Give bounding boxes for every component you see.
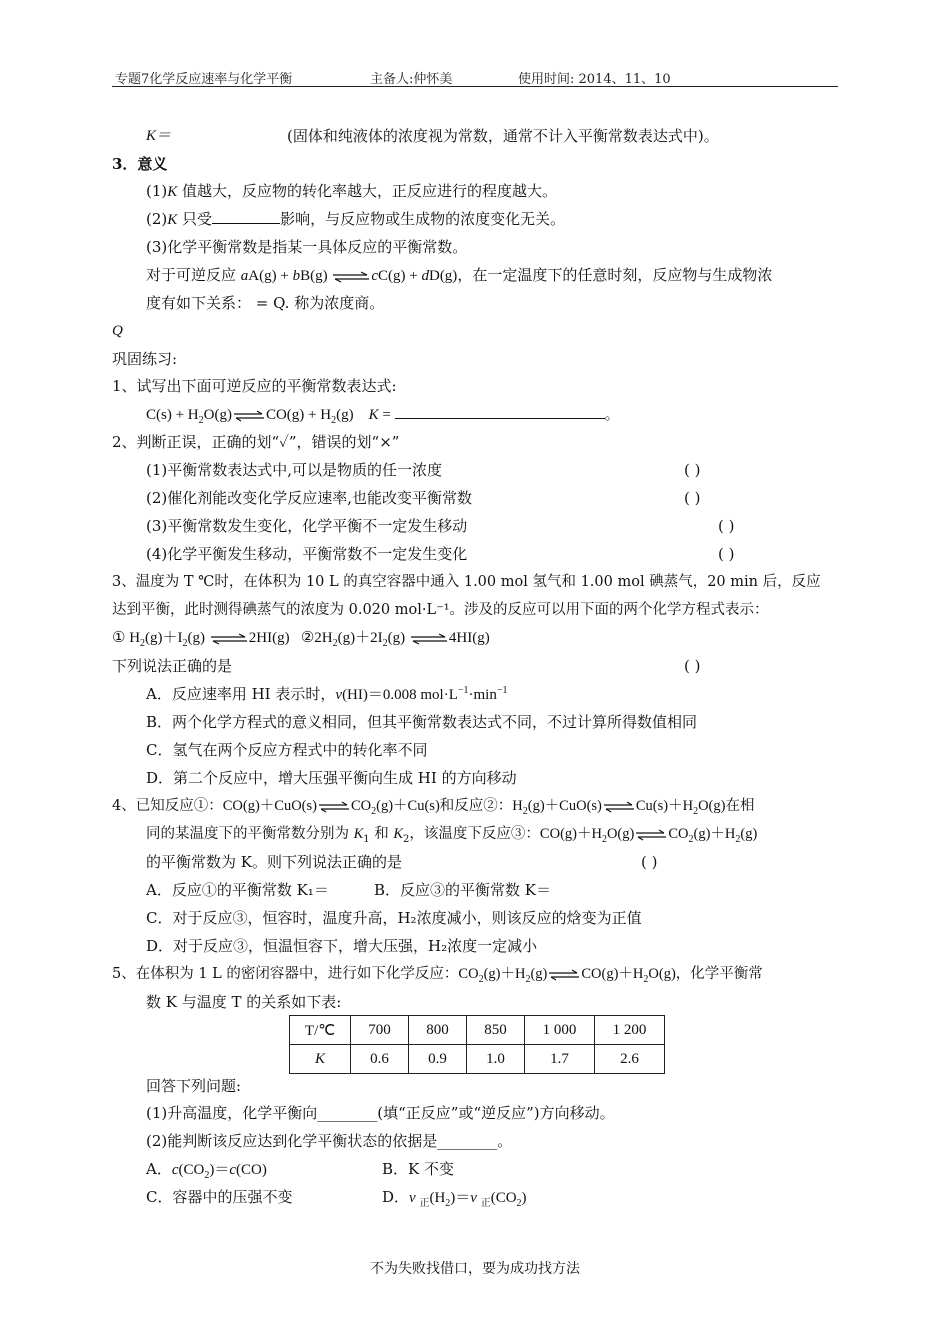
table-cell: 700 [351, 1016, 409, 1045]
q3-line-2: 达到平衡，此时测得碘蒸气的浓度为 0.020 mol·L⁻¹。涉及的反应可以用下面的两个化学方程式表示： [112, 602, 769, 618]
k-temperature-table [289, 1015, 665, 1074]
page-footer-motto: 不为失败找借口，要为成功找方法 [370, 1261, 580, 1277]
q3-option-c: C．氢气在两个反应方程式中的转化率不同 [146, 741, 428, 759]
page-header [112, 66, 838, 87]
equilibrium-arrow-icon [331, 271, 371, 283]
table-header-cell: T/℃ [290, 1016, 351, 1045]
table-row [290, 1045, 665, 1074]
header-author: 主备人:仲怀美 [370, 72, 453, 87]
table-cell: 1.7 [525, 1045, 595, 1074]
table-cell: 800 [409, 1016, 467, 1045]
practice-title: 巩固练习: [112, 350, 178, 368]
table-cell: 1 000 [525, 1016, 595, 1045]
q2-item-3: (3)平衡常数发生变化，化学平衡不一定发生移动 [146, 517, 468, 535]
q5-line-2: 数 K 与温度 T 的关系如下表: [146, 993, 342, 1011]
quotient-symbol: Q [112, 323, 123, 339]
meaning-point-1: (1)K 值越大，反应物的转化率越大，正反应进行的程度越大。 [146, 182, 558, 200]
q4-option-c: C．对于反应③，恒容时，温度升高，H₂浓度减小，则该反应的焓变为正值 [146, 909, 642, 927]
table-row [290, 1016, 665, 1045]
k-definition-label: K＝ [146, 128, 172, 144]
table-cell: 0.6 [351, 1045, 409, 1074]
table-header-cell: K [290, 1045, 351, 1074]
header-date: 使用时间: 2014、11、10 [518, 72, 671, 87]
table-cell: 0.9 [409, 1045, 467, 1074]
q4-option-d: D．对于反应③，恒温恒容下，增大压强，H₂浓度一定减小 [146, 937, 538, 955]
q4-option-a: A．反应①的平衡常数 K₁＝ [146, 881, 329, 899]
q3-option-a: A．反应速率用 HI 表示时，v(HI)＝0.008 $mol\cdot L^{-1}\cdot\min^{-1}$ [146, 685, 508, 703]
meaning-point-3: (3)化学平衡常数是指某一具体反应的平衡常数。 [146, 238, 468, 256]
answer-paren: ( ) [684, 489, 701, 507]
q4-option-b: B．反应③的平衡常数 K＝ [374, 881, 551, 899]
q4-line-2: 同的某温度下的平衡常数分别为 $K_1$ 和 $K_2$，该温度下反应③：$CO(g)+H_2O(g)$ $CO_2(g)+H_2(g)$ [146, 826, 758, 845]
q5-option-b: B．K 不变 [382, 1160, 454, 1178]
q5-option-a: A．$c(CO_2)=c(CO)$ [146, 1160, 267, 1181]
q5-answer-title: 回答下列问题: [146, 1077, 242, 1095]
q2-stem: 2、判断正误，正确的划“✓”，错误的划“×” [112, 433, 400, 451]
table-cell: 850 [467, 1016, 525, 1045]
q2-item-2: (2)催化剂能改变化学反应速率,也能改变平衡常数 [146, 489, 473, 507]
table-cell: 1 200 [595, 1016, 665, 1045]
q3-ask: 下列说法正确的是 [112, 657, 233, 675]
q2-item-1: (1)平衡常数表达式中,可以是物质的任一浓度 [146, 461, 443, 479]
q5-line-1: 5、在体积为 1 L 的密闭容器中，进行如下化学反应：$CO_2(g)+H_2(g)$ $CO(g)+H_2O(g)$，化学平衡常 [112, 966, 763, 985]
answer-paren: ( ) [684, 461, 701, 479]
meaning-point-2: (2)K 只受 影响，与反应物或生成物的浓度变化无关。 [146, 210, 566, 228]
q4-line-1: 4、已知反应①：CO(g)＋CuO(s) $CO_2(g)+Cu(s)$和反应②：$H_2(g)+CuO(s)$ $Cu(s)+H_2O(g)$在相 [112, 798, 755, 817]
answer-paren: ( ) [718, 517, 735, 535]
meaning-point-4: 对于可逆反应 aA(g) + bB(g) cC(g) + dD(g)，在一定温度下的任意时刻，反应物与生成物浓 [146, 266, 773, 284]
q4-ask: 的平衡常数为 K。则下列说法正确的是 [146, 853, 402, 871]
q5-sub-2: (2)能判断该反应达到化学平衡状态的依据是________。 [146, 1132, 513, 1150]
table-cell: 2.6 [595, 1045, 665, 1074]
q3-option-b: B．两个化学方程式的意义相同，但其平衡常数表达式不同，不过计算所得数值相同 [146, 713, 698, 731]
q3-line-1: 3、温度为 T ℃时，在体积为 10 L 的真空容器中通入 1.00 mol 氢气和 1.00 mol 碘蒸气，20 min 后，反应 [112, 574, 821, 590]
k-definition-note: (固体和纯液体的浓度视为常数，通常不计入平衡常数表达式中)。 [287, 127, 719, 145]
meaning-point-5: 度有如下关系： = Q. 称为浓度商。 [146, 294, 385, 312]
fill-blank [212, 209, 280, 224]
q3-equations: ① $H_2(g)+I_2(g)$ 2HI(g) $②2H_2(g)+2I_2(g)$ 4HI(g) [112, 630, 490, 649]
q1-answer-blank [395, 404, 605, 419]
q1-stem: 1、试写出下面可逆反应的平衡常数表达式: [112, 377, 397, 395]
answer-paren: ( ) [641, 853, 658, 871]
q2-item-4: (4)化学平衡发生移动，平衡常数不一定发生变化 [146, 545, 468, 563]
answer-paren: ( ) [718, 545, 735, 563]
header-topic: 专题7化学反应速率与化学平衡 [115, 72, 293, 87]
q5-sub-1: (1)升高温度，化学平衡向________(填“正反应”或“逆反应”)方向移动。 [146, 1104, 615, 1122]
answer-paren: ( ) [684, 657, 701, 675]
section-heading-meaning: 3．意义 [112, 155, 168, 173]
table-cell: 1.0 [467, 1045, 525, 1074]
q5-option-d: D．v $_正(H_2)=v$ $_正(CO_2)$ [382, 1188, 527, 1209]
q5-option-c: C．容器中的压强不变 [146, 1188, 293, 1206]
q3-option-d: D．第二个反应中，增大压强平衡向生成 HI 的方向移动 [146, 769, 517, 787]
q1-equation: $C(s) + H_2O(g)$ $CO(g) + H_2(g)$ K = 。 [146, 404, 620, 425]
